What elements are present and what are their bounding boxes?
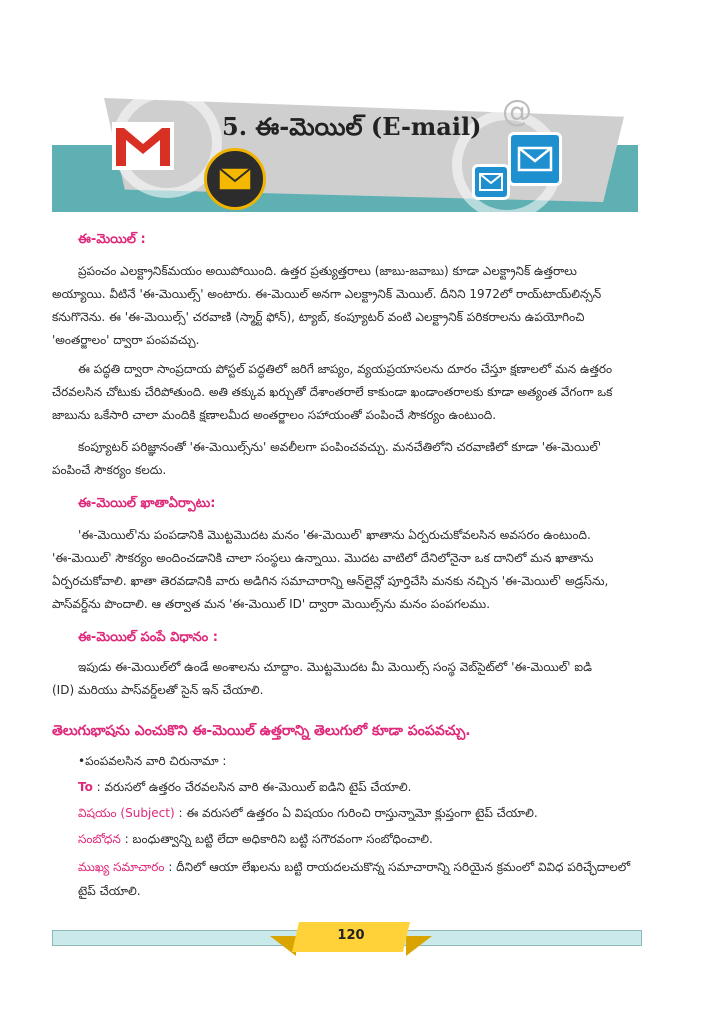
message-text: : దీనిలో ఆయా లేఖలను బట్టి రాయదలచుకొన్న సమాచారాన్ని సరియైన క్రమంలో వివిధ పరిచ్ఛేదాలలో [164,860,631,874]
section-heading-email: ఈ-మెయిల్ : [78,232,146,247]
bullet-salutation [78,828,433,850]
section-heading-account: ఈ-మెయిల్ ఖాతాఏర్పాటు: [78,496,216,511]
bullet-message [78,856,630,878]
text-line: కంప్యూటర్ పరిజ్ఞానంతో 'ఈ-మెయిల్స్‌ను' అవలీలగా పంపించవచ్చు. మనచేతిలోని చరవాణిలో కూడా 'ఈ-మెయిల్' [78,440,602,454]
bullet-subject [78,802,538,824]
text-line: అయ్యాయి. వీటినే 'ఈ-మెయిల్స్' అంటారు. ఈ-మెయిల్ అనగా ఎలక్ట్రానిక్ మెయిల్. దీనిని 1972లో రాయ్‌టాయ్‌లిన్సన్ [52,287,602,301]
text-line: పాస్‌వర్డ్‌ను పొందాలి. ఆ తర్వాత మన 'ఈ-మెయిల్ ID' ద్వారా మెయిల్స్‌ను మనం పంపగలము. [52,597,491,611]
to-label: To [78,780,93,794]
mail-envelope-icon [472,164,510,200]
bullet-message-cont: టైప్ చేయాలి. [78,884,141,898]
text-line: చేరవలసిన చోటుకు చేరిపోతుంది. అతి తక్కువ ఖర్చుతో దేశాంతరాలే కాకుండా ఖండాంతరాలకు కూడా అత్యంత వేగంగా ఒక [52,385,613,399]
text-line: 'ఈ-మెయిల్'ను పంపడానికి మొట్టమొదట మనం 'ఈ-మెయిల్' ఖాతాను ఏర్పరుచుకోవలసిన అవసరం ఉంటుంది. [78,528,591,542]
bullet-to [78,776,411,798]
salutation-label: సంబోధన [78,832,121,846]
message-label: ముఖ్య సమాచారం [78,860,165,874]
page-title: 5. ఈ-మెయిల్ (E-mail) [222,112,482,141]
text-line: ఈ పద్ధతి ద్వారా సాంప్రదాయ పోస్టల్ పద్ధతిలో జరిగే జాప్యం, వ్యయప్రయాసలను దూరం చేస్తూ క్షణాలలో మన ఉత్తరం [78,362,613,376]
mail-envelope-icon [204,148,266,210]
text-line: ఇపుడు ఈ-మెయిల్‌లో ఉండే అంశాలను చూద్దాం. మొట్టమొదట మీ మెయిల్స్ సంస్థ వెబ్‌సైట్‌లో 'ఈ-మెయిల్' ఐడి [78,660,593,674]
to-text: : వరుసలో ఉత్తరం చేరవలసిన వారి ఈ-మెయిల్ ఐడిని టైప్ చేయాలి. [92,780,412,794]
paragraph-intro [52,260,642,352]
salutation-text: : బంధుత్వాన్ని బట్టి లేదా అధికారిని బట్టి సగౌరవంగా సంబోధించాలి. [120,832,433,846]
paragraph-advantages [52,358,642,427]
text-line: ఏర్పరచుకోవాలి. ఖాతా తెరవడానికి వారు అడిగిన సమాచారాన్ని ఆన్‌లైన్లో పూర్తిచేసి మనకు నచ్చిన 'ఈ-మెయిల్' అడ్రస్‌ను, [52,574,609,588]
paragraph-mobile [52,436,642,482]
text-line: జాబును ఒకేసారి చాలా మందికి క్షణాలమీద అంతర్జాలం సహాయంతో పంపించే సౌకర్యం ఉంటుంది. [52,408,497,422]
page-number: 120 [337,928,365,943]
paragraph-account [52,524,642,616]
subject-label: విషయం (Subject) [78,806,175,820]
gmail-icon [112,122,174,170]
paragraph-sending [52,656,642,702]
bullet-recipient: •పంపవలసిన వారి చిరునామా : [78,754,227,768]
text-line: ప్రపంచం ఎలక్ట్రానిక్‌మయం అయిపోయింది. ఉత్తర ప్రత్యుత్తరాలు (జాబు-జవాబు) కూడా ఎలక్ట్రానిక్ ఉత్తరాలు [78,264,577,278]
section-heading-telugu: తెలుగుభాషను ఎంచుకొని ఈ-మెయిల్ ఉత్తరాన్ని తెలుగులో కూడా పంపవచ్చు. [52,723,471,739]
text-line: కనుగొనెను. ఈ 'ఈ-మెయిల్స్' చరవాణి (స్మార్ట్ ఫోన్), ట్యాబ్, కంప్యూటర్ వంటి ఎలక్ట్రానిక్ పరికరాలను ఉపయోగించి [52,310,585,324]
at-sign-icon: @ [502,94,532,129]
section-heading-sending: ఈ-మెయిల్ పంపే విధానం : [78,630,218,645]
mail-envelope-icon [508,132,562,186]
text-line: పంపించే సౌకర్యం కలదు. [52,463,167,477]
chapter-banner [52,90,638,212]
subject-text: : ఈ వరుసలో ఉత్తరం ఏ విషయం గురించి రాస్తున్నామో క్లుప్తంగా టైప్ చేయాలి. [174,806,538,820]
text-line: 'ఈ-మెయిల్' సౌకర్యం అందించడానికి చాలా సంస్థలు ఉన్నాయి. మొదట వాటిలో దేనిలోనైనా ఒక దానిలో మన ఖాతాను [52,551,594,565]
text-line: (ID) మరియు పాస్‌వర్డ్‌లతో సైన్ ఇన్ చేయాలి. [52,683,264,697]
text-line: 'అంతర్జాలం' ద్వారా పంపవచ్చు. [52,333,200,347]
